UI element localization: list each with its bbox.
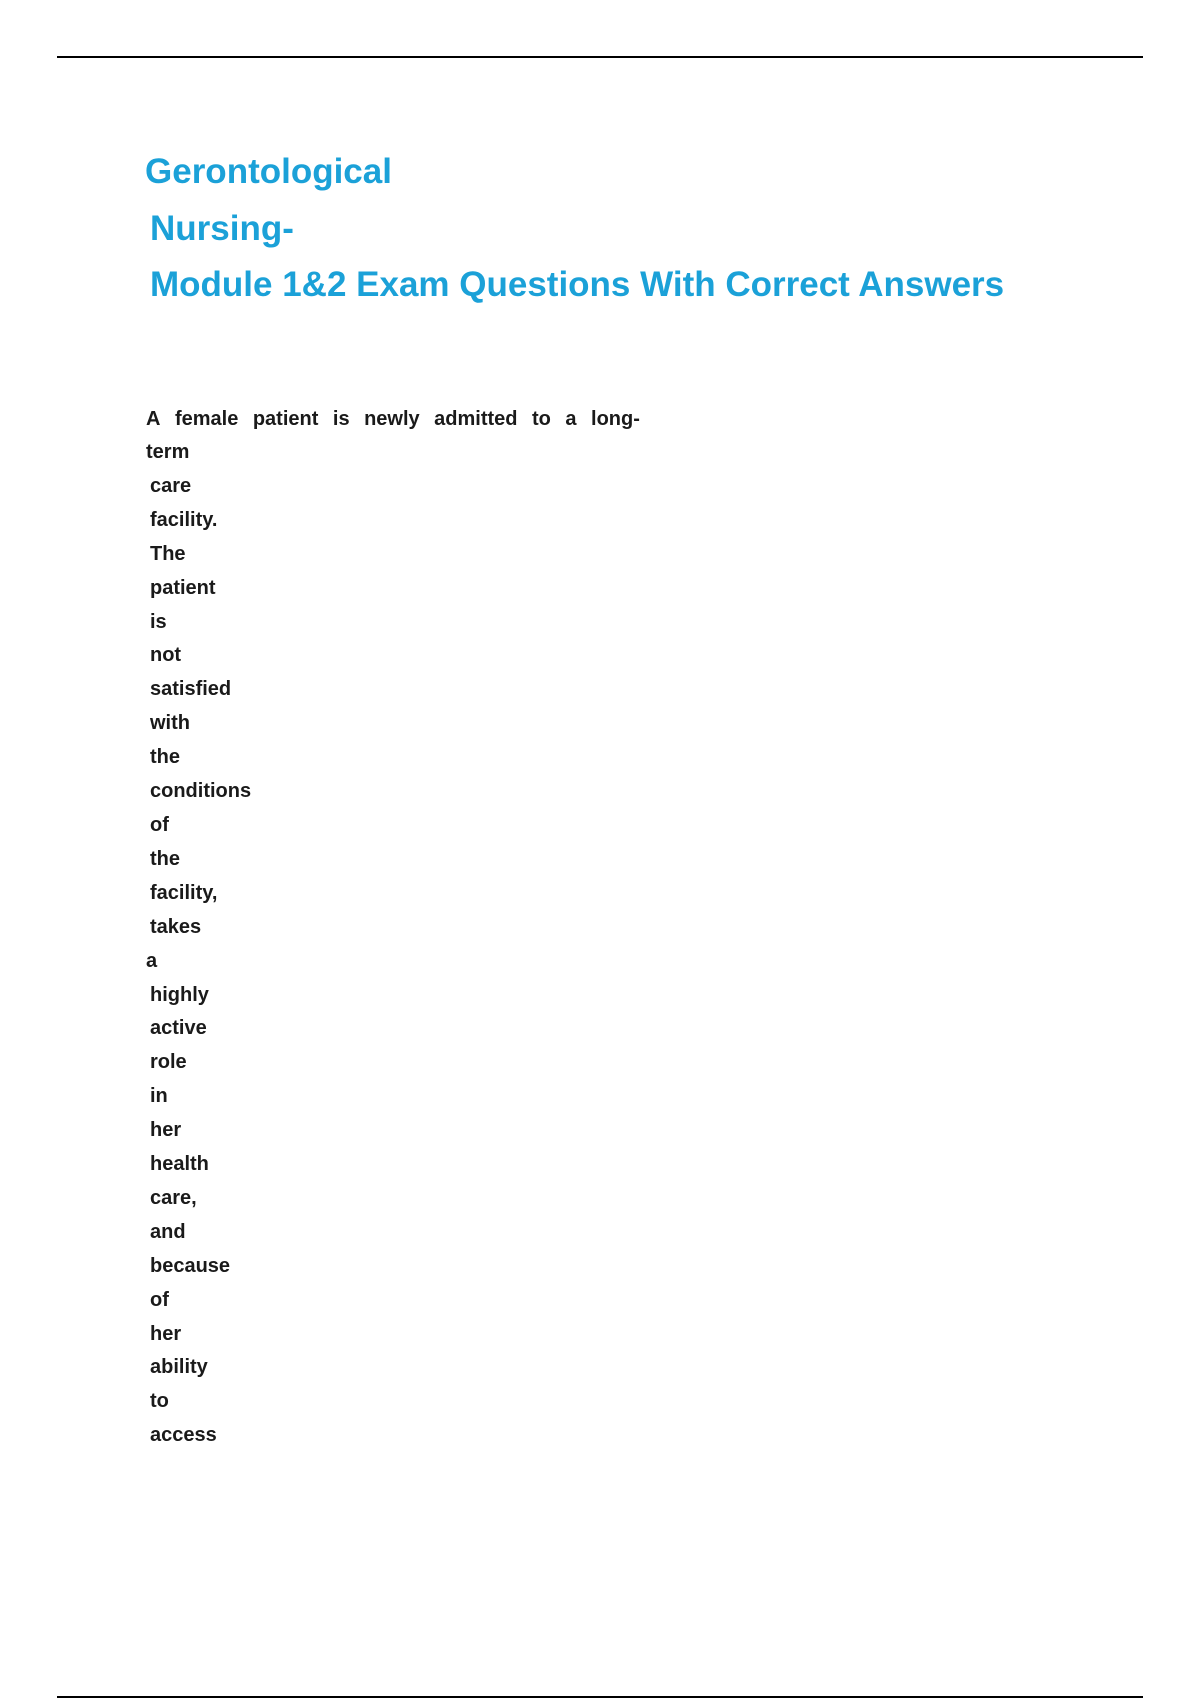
question-word: with [150,712,190,735]
question-word: newly [364,408,420,430]
question-word: facility. [150,508,218,531]
question-word: The [150,542,186,565]
question-word: highly [150,983,209,1006]
bottom-rule [57,1696,1143,1698]
question-word: health [150,1153,209,1176]
document-title [145,144,1004,314]
top-rule [57,56,1143,58]
question-word: a [146,949,158,972]
question-word: the [150,746,180,769]
question-word: facility, [150,881,218,904]
question-word: admitted [434,408,518,430]
question-word: patient [150,576,216,599]
question-word: in [150,1085,168,1108]
question-word: and [150,1220,186,1243]
question-word: her [150,1322,182,1345]
question-word: ability [150,1356,208,1379]
question-word: not [150,644,182,667]
question-word: the [150,847,180,870]
question-word: takes [150,915,202,938]
question-word: satisfied [150,678,232,701]
question-word: active [150,1017,207,1040]
question-word: female [174,408,239,430]
question-word: is [332,408,350,430]
question-word: term [146,441,190,463]
question-text [146,402,640,1453]
title-line-2: Nursing- [150,208,294,248]
question-word: conditions [150,780,252,803]
question-word: access [150,1424,217,1447]
question-word: to [150,1390,169,1413]
question-word: of [150,813,169,836]
question-word: her [150,1119,182,1142]
question-first-line [146,402,640,436]
question-word: of [150,1288,169,1311]
question-word: A [146,408,161,430]
question-word: to [532,408,551,430]
question-word: because [150,1254,231,1277]
question-word: patient [252,408,319,430]
question-word: long- [591,408,640,430]
question-word: is [150,610,167,633]
question-word: care [150,474,192,497]
title-line-3: Module 1&2 Exam Questions With Correct Answers [150,265,1005,304]
question-word: care, [150,1186,197,1209]
title-line-1: Gerontological [145,152,392,191]
question-word: a [565,408,577,430]
question-word: role [150,1051,187,1074]
